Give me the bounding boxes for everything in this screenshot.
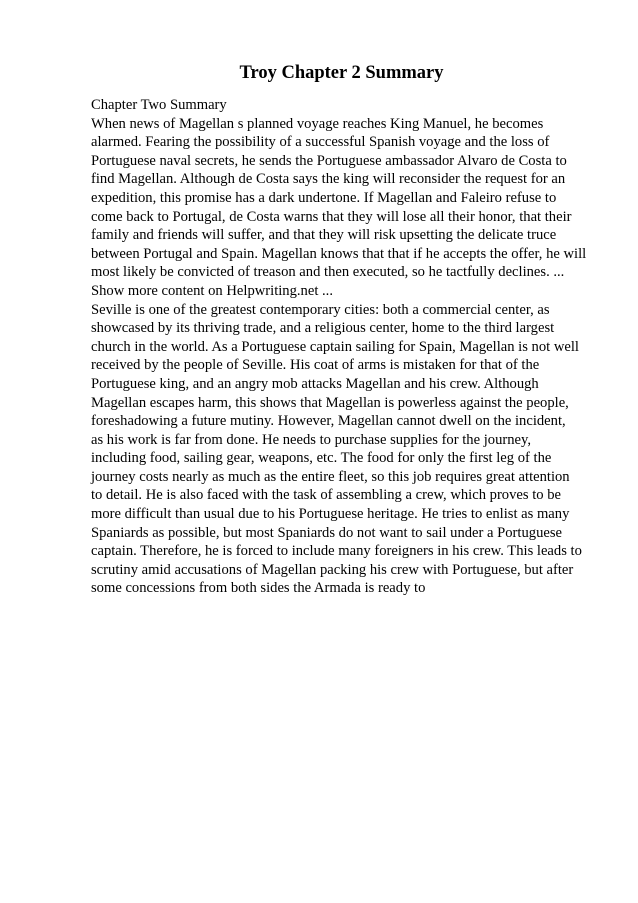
text-line: between Portugal and Spain. Magellan knows that that if he accepts the offer, he will	[91, 245, 587, 262]
text-line: Portuguese naval secrets, he sends the Portuguese ambassador Alvaro de Costa to	[91, 152, 567, 169]
text-line: find Magellan. Although de Costa says the king will reconsider the request for an	[91, 171, 566, 188]
text-line: foreshadowing a future mutiny. However, Magellan cannot dwell on the incident,	[91, 413, 566, 430]
text-line: family and friends will suffer, and that they will risk upsetting the delicate truce	[91, 227, 557, 244]
text-line: Seville is one of the greatest contemporary cities: both a commercial center, as	[91, 301, 550, 318]
text-line: including food, sailing gear, weapons, etc. The food for only the first leg of the	[91, 450, 552, 467]
show-more-link-line: Show more content on Helpwriting.net ...	[91, 282, 333, 299]
text-line: received by the people of Seville. His coat of arms is mistaken for that of the	[91, 357, 540, 374]
text-line: journey costs nearly as much as the entire fleet, so this job requires great attention	[91, 468, 570, 485]
text-line: as his work is far from done. He needs to purchase supplies for the journey,	[91, 431, 531, 448]
text-line: Spaniards as possible, but most Spaniards do not want to sail under a Portuguese	[91, 524, 562, 541]
text-line: expedition, this promise has a dark undertone. If Magellan and Faleiro refuse to	[91, 189, 557, 206]
text-line: come back to Portugal, de Costa warns that they will lose all their honor, that their	[91, 208, 572, 225]
text-line: scrutiny amid accusations of Magellan packing his crew with Portuguese, but after	[91, 561, 574, 578]
text-line: church in the world. As a Portuguese captain sailing for Spain, Magellan is not well	[91, 338, 579, 355]
text-line: alarmed. Fearing the possibility of a successful Spanish voyage and the loss of	[91, 134, 550, 151]
document-body	[91, 96, 596, 598]
text-line: most likely be convicted of treason and then executed, so he tactfully declines. ...	[91, 264, 565, 281]
text-line: When news of Magellan s planned voyage reaches King Manuel, he becomes	[91, 115, 544, 132]
text-line: showcased by its thriving trade, and a religious center, home to the third largest	[91, 320, 555, 337]
text-line: more difficult than usual due to his Portuguese heritage. He tries to enlist as many	[91, 506, 570, 523]
text-line: Chapter Two Summary	[91, 97, 227, 113]
text-line: some concessions from both sides the Armada is ready to	[91, 580, 426, 597]
text-line: to detail. He is also faced with the task of assembling a crew, which proves to be	[91, 487, 561, 504]
document-title: Troy Chapter 2 Summary	[239, 63, 444, 83]
text-line: Magellan escapes harm, this shows that Magellan is powerless against the people,	[91, 394, 569, 411]
text-line: captain. Therefore, he is forced to include many foreigners in his crew. This leads to	[91, 543, 582, 560]
text-line: Portuguese king, and an angry mob attacks Magellan and his crew. Although	[91, 375, 539, 392]
